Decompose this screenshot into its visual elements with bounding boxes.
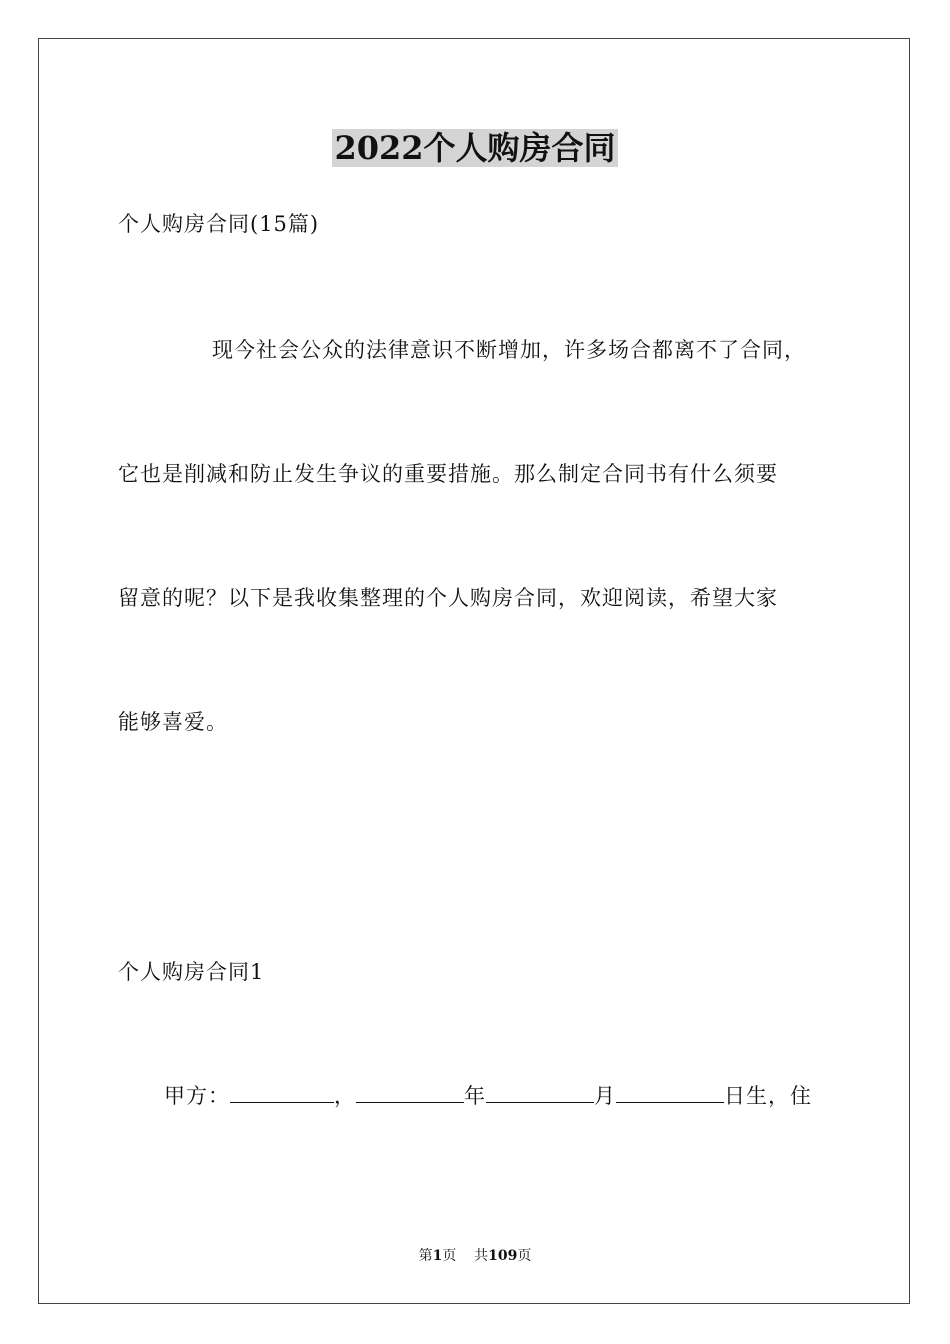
party-a-line (164, 1080, 812, 1112)
footer-page-unit: 页 (442, 1248, 457, 1264)
intro-line-4: 能够喜爱。 (118, 710, 228, 734)
total-page-count: 109 (488, 1248, 518, 1264)
separator: ， (334, 1084, 356, 1108)
year-label: 年 (464, 1084, 486, 1108)
section-heading: 个人购房合同1 (118, 960, 265, 984)
birth-day-blank (616, 1082, 724, 1103)
intro-line-3: 留意的呢？以下是我收集整理的个人购房合同，欢迎阅读，希望大家 (118, 586, 778, 610)
day-tail-label: 日生，住 (724, 1084, 812, 1108)
document-title (0, 124, 950, 172)
intro-line-2: 它也是削减和防止发生争议的重要措施。那么制定合同书有什么须要 (118, 462, 778, 486)
footer-total-prefix: 共 (474, 1248, 489, 1264)
birth-month-blank (486, 1082, 594, 1103)
title-text: 2022个人购房合同 (334, 129, 616, 167)
party-a-label: 甲方： (164, 1084, 230, 1108)
intro-line-1: 现今社会公众的法律意识不断增加，许多场合都离不了合同， (212, 338, 806, 362)
current-page-number: 1 (432, 1248, 443, 1264)
name-blank (230, 1082, 334, 1103)
month-label: 月 (594, 1084, 616, 1108)
footer-prefix: 第 (418, 1248, 433, 1264)
page-footer (0, 1246, 950, 1266)
footer-total-unit: 页 (517, 1248, 532, 1264)
birth-year-blank (356, 1082, 464, 1103)
document-subtitle: 个人购房合同(15篇) (118, 212, 320, 236)
